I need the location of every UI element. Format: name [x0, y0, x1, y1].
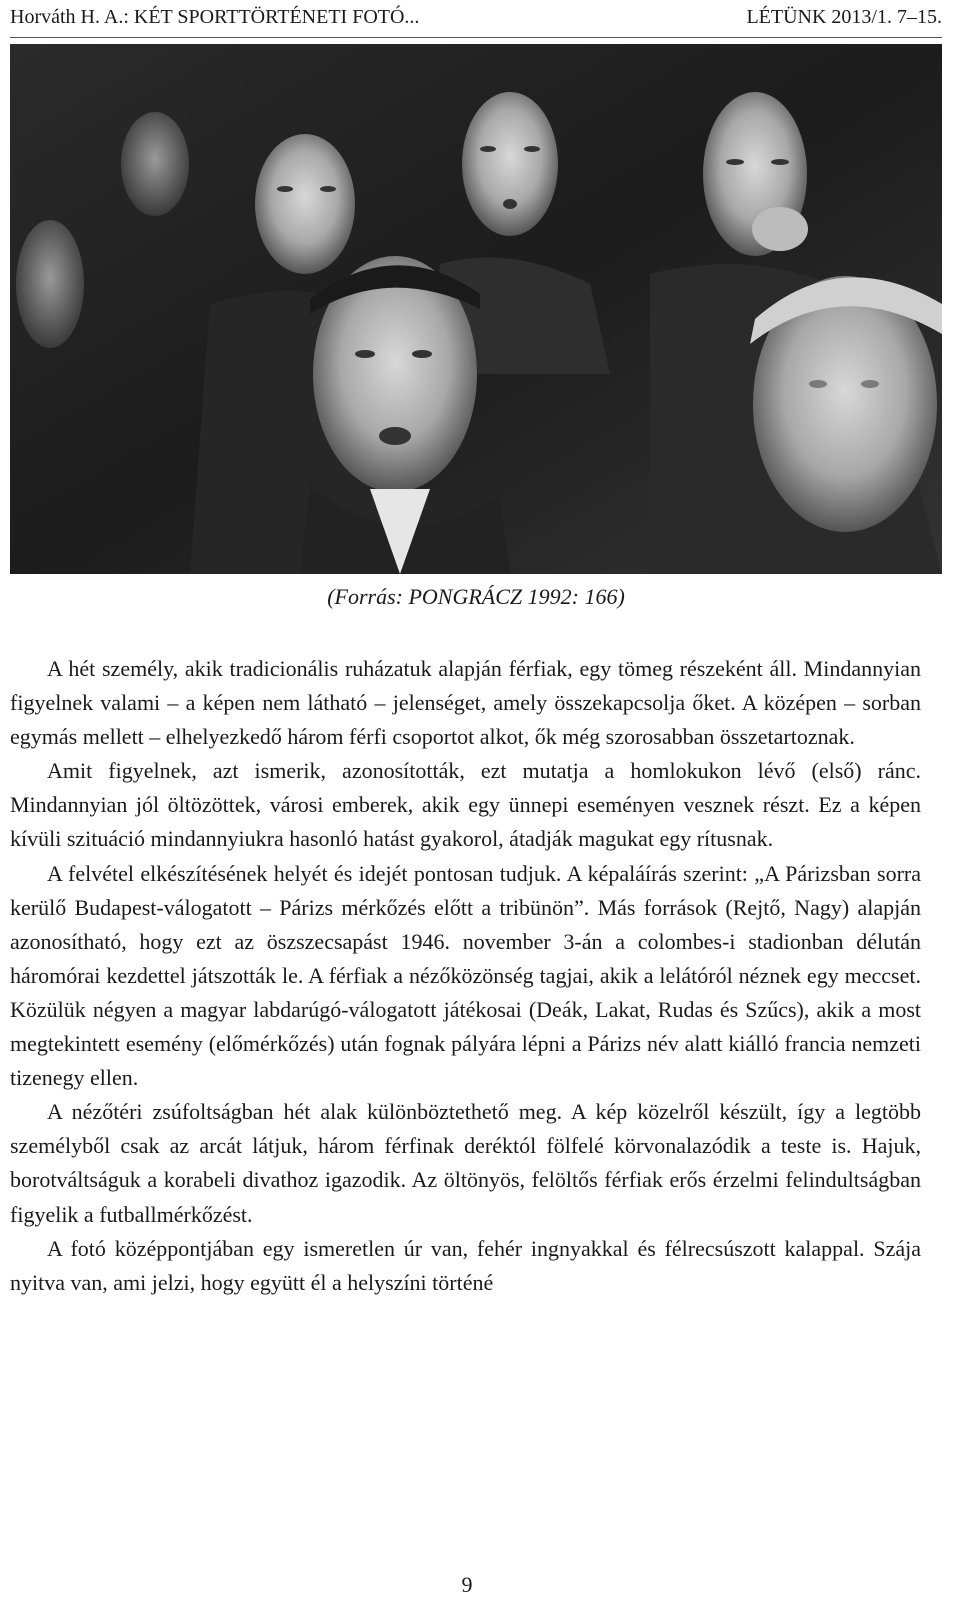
body-text [10, 652, 921, 1300]
running-header [10, 6, 942, 34]
header-article-title: Horváth H. A.: KÉT SPORTTÖRTÉNETI FOTÓ... [10, 6, 420, 28]
photo-caption: (Forrás: PONGRÁCZ 1992: 166) [327, 584, 625, 609]
header-journal-ref: LÉTÜNK 2013/1. 7–15. [746, 6, 942, 28]
paragraph: A fotó középpontjában egy ismeretlen úr van, fehér ingnyakkal és félrecsúszott kalappal. Szája nyitva van, ami jelzi, hogy együtt él a helyszíni történé [10, 1235, 921, 1295]
crowd-photograph [10, 44, 942, 574]
header-divider [10, 37, 942, 38]
paragraph: Amit figyelnek, azt ismerik, azonosították, ezt mutatja a homlokukon lévő (első) ránc. Mindannyian jól öltözöttek, városi emberek, akik egy ünnepi eseményen vesznek részt. Ez a képen kívüli szituáció mindannyiukra hasonló hatást gyakorol, átadják magukat egy rítusnak. [10, 758, 921, 852]
paragraph: A felvétel elkészítésének helyét és idejét pontosan tudjuk. A képaláírás szerint: „A Párizsban sorra kerülő Budapest-válogatott – Párizs mérkőzés előtt a tribünön”. Más források (Rejtő, Nagy) alapján azonosítható, hogy ezt az öszszecsapást 1946. november 3-án a colombes-i stadionban délután háromórai kezdettel játszották le. A férfiak a nézőközönség tagjai, akik a lelátóról néznek egy meccset. Közülük négyen a magyar labdarúgó-válogatott játékosai (Deák, Lakat, Rudas és Szűcs), akik a most megtekintett esemény (előmérkőzés) után fognak pályára lépni a Párizs név alatt kiálló francia nemzeti tizenegy ellen. [10, 860, 921, 1091]
paragraph: A nézőtéri zsúfoltságban hét alak különböztethető meg. A kép közelről készült, így a legtöbb személyből csak az arcát látjuk, három férfinak deréktól fölfelé körvonalazódik a teste is. Hajuk, borotváltságuk a korabeli divathoz igazodik. Az öltönyös, felöltős férfiak erős érzelmi felindultságban figyelik a futballmérkőzést. [10, 1099, 921, 1227]
paragraph: A hét személy, akik tradicionális ruházatuk alapján férfiak, egy tömeg részeként áll. Mindannyian figyelnek valami – a képen nem látható – jelenséget, amely összekapcsolja őket. A középen – sorban egymás mellett – elhelyezkedő három férfi csoportot alkot, ők még szorosabban összetartoznak. [10, 656, 921, 750]
page-number: 9 [461, 1572, 473, 1597]
